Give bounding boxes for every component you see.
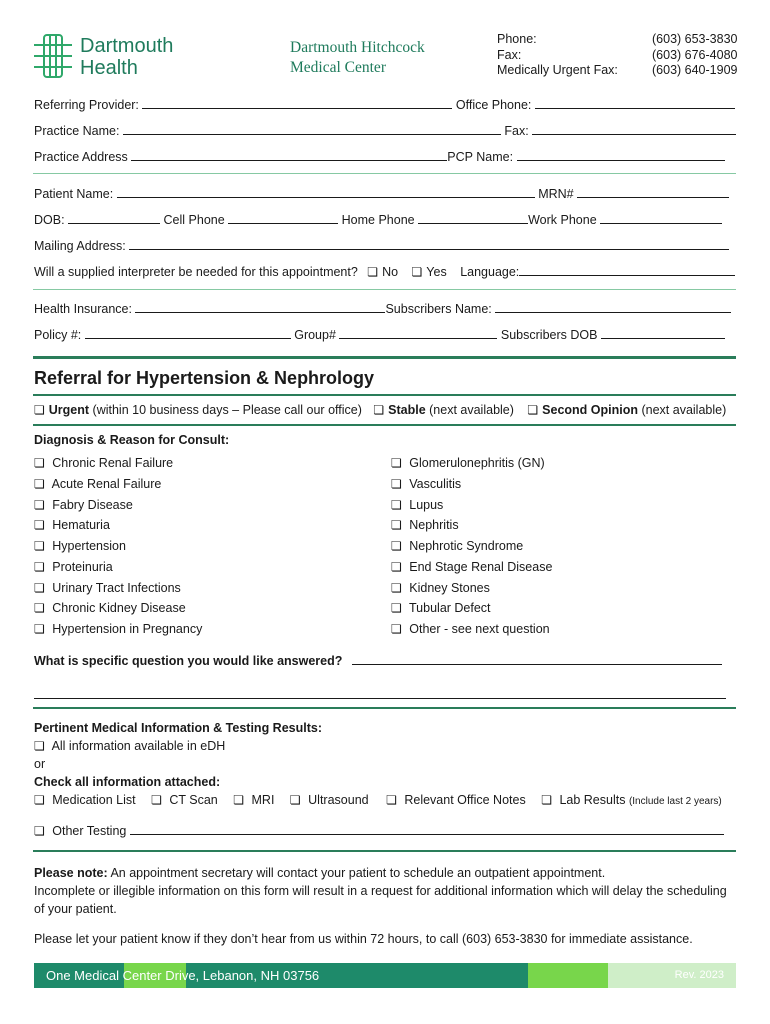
diagnosis-checkbox[interactable]: ❏ — [391, 560, 402, 574]
diagnosis-label: Acute Renal Failure — [51, 477, 162, 491]
cell-phone-field[interactable] — [228, 212, 338, 224]
diagnosis-item — [34, 600, 186, 616]
dob-field[interactable] — [68, 212, 160, 224]
urgent-fax-value: (603) 640-1909 — [652, 63, 738, 77]
diagnosis-checkbox[interactable]: ❏ — [391, 518, 402, 532]
pcp-name-label: PCP Name: — [447, 150, 514, 164]
interpreter-row — [34, 264, 735, 280]
office-notes-checkbox[interactable]: ❏ — [386, 793, 397, 807]
work-phone-label: Work Phone — [528, 213, 597, 227]
diagnosis-checkbox[interactable]: ❏ — [391, 622, 402, 636]
other-testing-field[interactable] — [130, 823, 724, 835]
policy-label: Policy #: — [34, 328, 82, 342]
diagnosis-label: Tubular Defect — [409, 601, 491, 615]
diagnosis-label: Lupus — [409, 498, 444, 512]
org-name — [290, 38, 425, 78]
referral-title: Referral for Hypertension & Nephrology — [34, 368, 375, 388]
practice-fax-field[interactable] — [532, 123, 736, 135]
mrn-field[interactable] — [577, 186, 729, 198]
diagnosis-label: Fabry Disease — [52, 498, 133, 512]
second-opinion-label: Second Opinion — [542, 403, 638, 417]
medication-list-checkbox[interactable]: ❏ — [34, 793, 45, 807]
section-divider — [33, 356, 736, 359]
diagnosis-item — [34, 497, 133, 513]
diagnosis-item — [34, 559, 113, 575]
diagnosis-label: Chronic Renal Failure — [52, 456, 174, 470]
patient-name-row — [34, 186, 729, 202]
subscribers-dob-label: Subscribers DOB — [500, 328, 598, 342]
diagnosis-label: End Stage Renal Disease — [409, 560, 553, 574]
interpreter-no-label: No — [382, 265, 399, 279]
referring-provider-row — [34, 97, 735, 113]
diagnosis-item — [391, 497, 443, 513]
diagnosis-item — [391, 517, 459, 533]
group-label: Group# — [294, 328, 336, 342]
office-phone-label: Office Phone: — [455, 98, 532, 112]
mailing-address-label: Mailing Address: — [34, 239, 126, 253]
health-insurance-field[interactable] — [135, 301, 385, 313]
subscribers-dob-field[interactable] — [601, 327, 725, 339]
phone-label: Phone: — [497, 32, 537, 46]
all-info-row — [34, 738, 225, 754]
stable-checkbox[interactable]: ❏ — [373, 403, 385, 417]
fax-label: Fax: — [504, 124, 529, 138]
health-insurance-label: Health Insurance: — [34, 302, 132, 316]
other-testing-label: Other Testing — [52, 824, 127, 838]
dartmouth-health-logo-icon — [32, 33, 74, 79]
language-label: Language: — [460, 265, 520, 279]
specific-question-row — [34, 653, 722, 669]
diagnosis-item — [391, 476, 461, 492]
logo-text — [80, 35, 173, 79]
mrn-label: MRN# — [538, 187, 574, 201]
diagnosis-label: Nephritis — [409, 518, 459, 532]
diagnosis-heading: Diagnosis & Reason for Consult: — [34, 433, 230, 447]
specific-question-field-line2[interactable] — [34, 698, 726, 699]
interpreter-yes-label: Yes — [426, 265, 447, 279]
urgent-fax-label: Medically Urgent Fax: — [497, 63, 618, 77]
diagnosis-item — [34, 476, 161, 492]
diagnosis-item — [34, 455, 173, 471]
title-divider — [33, 394, 736, 396]
diagnosis-item — [391, 600, 491, 616]
diagnosis-label: Glomerulonephritis (GN) — [409, 456, 545, 470]
diagnosis-checkbox[interactable]: ❏ — [34, 456, 45, 470]
org-line1: Dartmouth Hitchcock — [290, 39, 425, 56]
all-info-checkbox[interactable]: ❏ — [34, 739, 45, 753]
check-all-heading: Check all information attached: — [34, 775, 221, 789]
other-testing-row — [34, 823, 724, 839]
diagnosis-checkbox[interactable]: ❏ — [391, 477, 402, 491]
specific-question-field[interactable] — [352, 653, 722, 665]
diagnosis-checkbox[interactable]: ❏ — [34, 477, 45, 491]
referring-provider-field[interactable] — [142, 97, 452, 109]
urgent-label: Urgent — [48, 403, 90, 417]
diagnosis-checkbox[interactable]: ❏ — [34, 518, 45, 532]
diagnosis-label: Chronic Kidney Disease — [52, 601, 186, 615]
subscribers-name-field[interactable] — [495, 301, 731, 313]
call-text: Please let your patient know if they don’t hear from us within 72 hours, to call (603) 653-3830 for immediate assistance. — [34, 932, 693, 946]
divider — [33, 173, 736, 174]
policy-row — [34, 327, 725, 343]
pcp-name-field[interactable] — [517, 149, 725, 161]
practice-address-row — [34, 149, 725, 165]
footer-segment — [528, 963, 608, 988]
pertinent-divider — [33, 850, 736, 852]
second-opinion-note: (next available) — [641, 403, 727, 417]
diagnosis-checkbox[interactable]: ❏ — [391, 601, 402, 615]
diagnosis-checkbox[interactable]: ❏ — [34, 601, 45, 615]
diagnosis-item — [391, 559, 552, 575]
lab-results-note: (Include last 2 years) — [628, 796, 722, 807]
diagnosis-checkbox[interactable]: ❏ — [34, 622, 45, 636]
dob-label: DOB: — [34, 213, 65, 227]
or-text: or — [34, 757, 46, 771]
diagnosis-checkbox[interactable]: ❏ — [391, 456, 402, 470]
diagnosis-checkbox[interactable]: ❏ — [391, 498, 402, 512]
please-note-row — [34, 865, 605, 881]
diagnosis-label: Hematuria — [52, 518, 110, 532]
home-phone-field[interactable] — [418, 212, 528, 224]
interpreter-question: Will a supplied interpreter be needed for this appointment? — [34, 265, 358, 279]
medication-list-label: Medication List — [52, 793, 136, 807]
group-field[interactable] — [339, 327, 497, 339]
diagnosis-item — [391, 580, 490, 596]
practice-name-label: Practice Name: — [34, 124, 120, 138]
health-insurance-row — [34, 301, 731, 317]
pertinent-heading: Pertinent Medical Information & Testing Results: — [34, 721, 322, 735]
logo-line1: Dartmouth — [80, 35, 174, 57]
diagnosis-label: Kidney Stones — [409, 581, 490, 595]
all-info-label: All information available in eDH — [51, 739, 226, 753]
urgent-checkbox[interactable]: ❏ — [34, 403, 45, 417]
practice-name-field[interactable] — [123, 123, 501, 135]
practice-name-row — [34, 123, 736, 139]
contact-labels — [497, 32, 618, 79]
diagnosis-checkbox[interactable]: ❏ — [34, 560, 45, 574]
subscribers-name-label: Subscribers Name: — [385, 302, 492, 316]
footer-rev: Rev. 2023 — [674, 969, 724, 981]
diagnosis-item — [34, 580, 181, 596]
incomplete-line1: Incomplete or illegible information on this form will result in a request for additional information which will delay the scheduling — [34, 884, 727, 898]
diagnosis-checkbox[interactable]: ❏ — [391, 539, 402, 553]
priority-divider — [33, 424, 736, 426]
ultrasound-label: Ultrasound — [308, 793, 369, 807]
other-testing-checkbox[interactable]: ❏ — [34, 824, 45, 838]
office-notes-label: Relevant Office Notes — [404, 793, 526, 807]
language-field[interactable] — [519, 264, 735, 276]
interpreter-yes-checkbox[interactable]: ❏ — [411, 265, 423, 279]
mri-checkbox[interactable]: ❏ — [233, 793, 245, 807]
divider — [33, 289, 736, 290]
cell-phone-label: Cell Phone — [163, 213, 225, 227]
stable-label: Stable — [388, 403, 426, 417]
diagnosis-label: Vasculitis — [409, 477, 462, 491]
practice-address-label: Practice Address — [34, 150, 128, 164]
diagnosis-checkbox[interactable]: ❏ — [391, 581, 402, 595]
urgent-note: (within 10 business days – Please call our office) — [92, 403, 362, 417]
question-divider — [33, 707, 736, 709]
phone-value: (603) 653-3830 — [652, 32, 738, 46]
diagnosis-label: Hypertension in Pregnancy — [52, 622, 203, 636]
interpreter-no-checkbox[interactable]: ❏ — [367, 265, 379, 279]
mailing-address-row — [34, 238, 729, 254]
diagnosis-checkbox[interactable]: ❏ — [34, 581, 45, 595]
diagnosis-checkbox[interactable]: ❏ — [34, 498, 45, 512]
ct-scan-checkbox[interactable]: ❏ — [151, 793, 162, 807]
diagnosis-label: Proteinuria — [52, 560, 113, 574]
fax-value: (603) 676-4080 — [652, 47, 738, 62]
home-phone-label: Home Phone — [341, 213, 415, 227]
specific-question-label: What is specific question you would like answered? — [34, 654, 343, 668]
work-phone-field[interactable] — [600, 212, 722, 224]
patient-name-field[interactable] — [117, 186, 535, 198]
office-phone-field[interactable] — [535, 97, 735, 109]
practice-address-field[interactable] — [131, 149, 447, 161]
policy-field[interactable] — [85, 327, 291, 339]
attachments-row — [34, 792, 722, 810]
ct-scan-label: CT Scan — [169, 793, 218, 807]
logo-line2: Health — [80, 57, 138, 79]
diagnosis-label: Urinary Tract Infections — [52, 581, 181, 595]
diagnosis-label: Hypertension — [52, 539, 126, 553]
please-note-label: Please note: — [34, 866, 108, 880]
diagnosis-item — [34, 517, 110, 533]
footer-address: One Medical Center Drive, Lebanon, NH 03756 — [46, 968, 320, 983]
diagnosis-checkbox[interactable]: ❏ — [34, 539, 45, 553]
mri-label: MRI — [251, 793, 275, 807]
fax-label: Fax: — [497, 47, 522, 62]
incomplete-line2: of your patient. — [34, 902, 117, 916]
please-note-text: An appointment secretary will contact your patient to schedule an outpatient appointment. — [110, 866, 606, 880]
contact-values — [652, 32, 737, 79]
ultrasound-checkbox[interactable]: ❏ — [289, 793, 301, 807]
diagnosis-item — [391, 538, 523, 554]
footer-bar — [34, 963, 736, 988]
diagnosis-item — [391, 621, 550, 637]
mailing-address-field[interactable] — [129, 238, 729, 250]
diagnosis-label: Other - see next question — [409, 622, 550, 636]
dob-row — [34, 212, 722, 228]
lab-results-label: Lab Results — [559, 793, 626, 807]
diagnosis-item — [34, 538, 126, 554]
second-opinion-checkbox[interactable]: ❏ — [527, 403, 539, 417]
diagnosis-item — [391, 455, 545, 471]
referring-provider-label: Referring Provider: — [34, 98, 139, 112]
patient-name-label: Patient Name: — [34, 187, 114, 201]
diagnosis-item — [34, 621, 202, 637]
stable-note: (next available) — [429, 403, 514, 417]
org-line2: Medical Center — [290, 59, 386, 76]
diagnosis-label: Nephrotic Syndrome — [409, 539, 524, 553]
lab-results-checkbox[interactable]: ❏ — [541, 793, 552, 807]
priority-row — [34, 402, 726, 418]
